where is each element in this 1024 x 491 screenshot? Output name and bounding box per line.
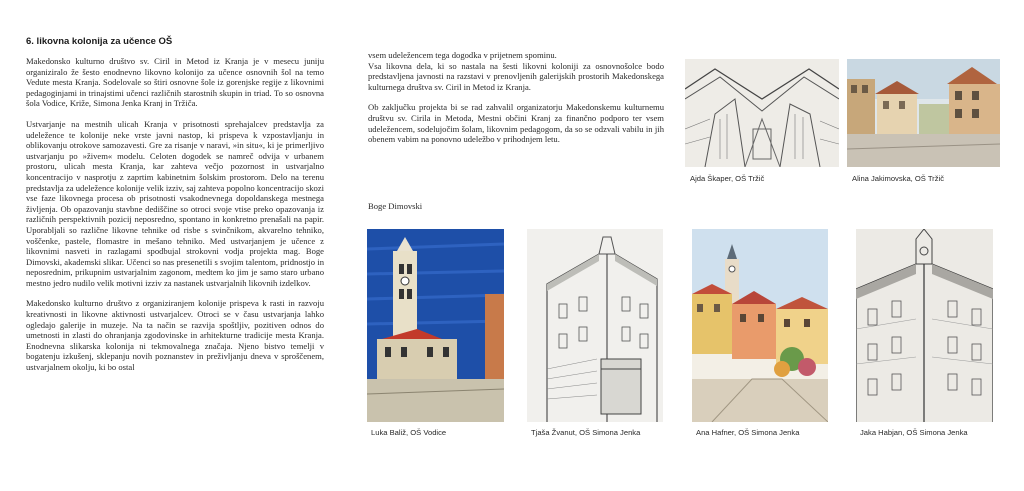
paragraph: Ustvarjanje na mestnih ulicah Kranja v prisotnosti sprehajalcev predstavlja za udeležence te kolonije neke vrste javni nastop, ki prispeva k vzpostavljanju in oblikovanju otrokove samozavesti. Gre za risanje v naravi, »in situ«, ki je primerljivo ustvarjanju po »živem« modelu. Celoten dogodek se namreč odvija v urbanem prostoru, ulicah mesta Kranja, kar zahteva večjo pozornost in ustvarjalno koncentracijo v nasprotju z zaprtim kabinetnim šolskim prostorom. Delo na terenu predstavlja za udeležence kolonije velik izziv, saj zahteva popolno koncentracijo skozi vse faze likovnega procesa ob prisotnosti vsakodnevnega dopoldanskega mestnega življenja. Ob opazovanju stavbne dediščine so otroci svoje vtise preko opazovanja iz različnih perspektivnih pozicij neposredno, spontano in konkretno prenašali na papir. Uporabljali so različne likovne tehnike od risbe s svinčnikom, akvarelno tehniko, voščenke, pastele, flomastre in mešano tehniko. Med ustvarjanjem je učence z likovnimi nasveti in razlagami spodbujal strokovni vodja projekta mag. Boge Dimovski, akademski slikar. Učenci so nas presenetili s svojim talentom, pridnostjo in neposrednim, prikupnim ustvarjalnim zagonom, medtem ko jim je samo staro urbano mestno jedro nudilo velik motivni izziv za nastanek ustvarjalnih likovnih izdelkov. [26,118,324,288]
artwork-luka-baliz [367,229,504,422]
caption-alina: Alina Jakimovska, OŠ Tržič [852,174,944,183]
paragraph: Ob zaključku projekta bi se rad zahvalil organizatorju Makedonskemu kulturnemu društvu sv. Cirila in Metoda, Mestni občini Kranj za finančno podporo ter vsem udeležencem, sodelujočim šolam, likovnim pedagogom, da so se odzvali vabilu in jih obenem vabim na ponovno udeležbo v prihodnjem letu. [368,102,664,145]
caption-jaka: Jaka Habjan, OŠ Simona Jenka [860,428,968,437]
paragraph: vsem udeležencem tega dogodka v prijetnem spominu. [368,50,557,60]
artwork-jaka-habjan [856,229,993,422]
artwork-tjasa-zvanut [527,229,663,422]
paragraph: Vsa likovna dela, ki so nastala na šesti likovni koloniji za osnovnošolce bodo predstavljena javnosti na razstavi v prenovljenih galerijskih prostorih Makedonskega kulturnega društva sv. Ciril in Metod iz Kranja. [368,60,664,92]
article-column-1 [26,56,324,383]
paragraph: Makedonsko kulturno društvo z organiziranjem kolonije prispeva k rasti in razvoju kreativnosti in likovne aktivnosti ustvarjalcev. Otroci se v času ustvarjanja lahko ogledajo galerije in muzeje. Na ta način se razvija spoštljiv, pozitiven odnos do umetnosti in zlasti do ohranjanja zgodovinske in arhitekturne tradicije mesta Kranja. Enodnevna slikarska kolonija ni tekmovalnega značaja. Njeno bistvo temelji v bogatenju izkušenj, sklepanju novih poznanstev in preživljanju dneva v sproščenem, ustvarjalnem okolju, ki bo ostal [26,298,324,373]
article-column-2 [368,50,664,155]
paragraph: Makedonsko kulturno društvo sv. Ciril in Metod iz Kranja je v mesecu juniju organiziralo že šesto enodnevno likovno kolonijo za učence osnovnih šol na temo Vedute mesta Kranja. Sodelovale so štiri osnovne šole iz gorenjske regije z likovnimi pedagoginjami in trinajstimi učenci različnih starostnih skupin in triad. To so osnovna šola Vodice, Križe, Simona Jenka Kranj in Tržiča. [26,56,324,109]
caption-ajda: Ajda Škaper, OŠ Tržič [690,174,765,183]
author-signature: Boge Dimovski [368,201,423,211]
artwork-ana-hafner [692,229,828,422]
artwork-ajda-skaper [685,59,839,167]
artwork-alina-jakimovska [847,59,1000,167]
section-heading: 6. likovna kolonija za učence OŠ [26,36,173,47]
caption-ana: Ana Hafner, OŠ Simona Jenka [696,428,800,437]
caption-tjasa: Tjaša Žvanut, OŠ Simona Jenka [531,428,641,437]
caption-luka: Luka Baliž, OŠ Vodice [371,428,447,437]
